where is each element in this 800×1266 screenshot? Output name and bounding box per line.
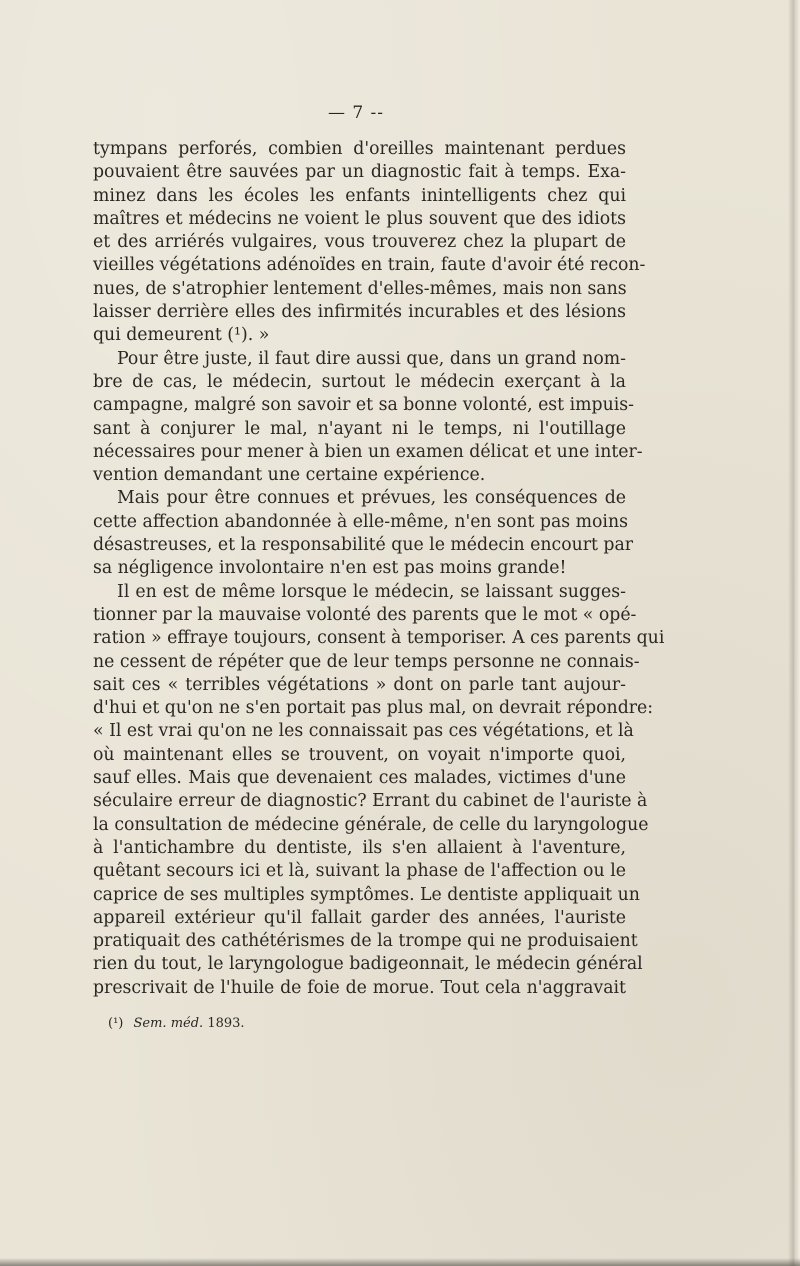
text-line: sauf elles. Mais que devenaient ces malades, victimes d'une [93,768,626,789]
text-line: maîtres et médecins ne voient le plus souvent que des idiots [93,208,626,229]
page-number: — 7 -- [327,103,385,123]
text-line: où maintenant elles se trouvent, on voyait n'importe quoi, [93,744,626,765]
text-line: rien du tout, le laryngologue badigeonnait, le médecin général [93,954,643,975]
text-line: vention demandant une certaine expérience. [93,465,486,486]
text-line: à l'antichambre du dentiste, ils s'en allaient à l'aventure, [93,837,626,858]
body-text [93,138,665,1000]
footnote [108,1016,245,1031]
text-line: ne cessent de répéter que de leur temps personne ne connais- [93,651,640,672]
text-line: qui demeurent (¹). » [93,325,270,346]
text-line: prescrivait de l'huile de foie de morue. Tout cela n'aggravait [93,977,626,998]
text-line: campagne, malgré son savoir et sa bonne volonté, est impuis- [93,395,634,416]
text-line: vieilles végétations adénoïdes en train, faute d'avoir été recon- [93,255,646,276]
page-edge-shadow [788,0,800,1266]
text-line: sait ces « terribles végétations » dont on parle tant aujour- [93,674,626,695]
footnote-marker: (¹) [108,1016,124,1031]
text-line: bre de cas, le médecin, surtout le médecin exerçant à la [93,371,626,392]
text-line: appareil extérieur qu'il fallait garder des années, l'auriste [93,907,626,928]
text-line: ration » effraye toujours, consent à temporiser. A ces parents qui [93,628,665,649]
text-line: cette affection abandonnée à elle-même, n'en sont pas moins [93,511,628,532]
text-line: et des arriérés vulgaires, vous trouverez chez la plupart de [93,232,626,253]
text-line: Il en est de même lorsque le médecin, se laissant sugges- [117,581,626,602]
footnote-source: Sem. méd. [133,1016,204,1031]
text-line: tympans perforés, combien d'oreilles maintenant perdues [93,139,626,159]
text-line: nues, de s'atrophier lentement d'elles-mêmes, mais non sans [93,278,627,299]
text-line: laisser derrière elles des infirmités incurables et des lésions [93,302,626,323]
text-line: pratiquait des cathétérismes de la trompe qui ne produisaient [93,931,638,952]
text-line: « Il est vrai qu'on ne les connaissait pas ces végétations, et là [93,721,634,742]
text-line: caprice de ses multiples symptômes. Le dentiste appliquait un [93,884,640,905]
text-line: minez dans les écoles les enfants inintelligents chez qui [93,185,626,206]
text-line: désastreuses, et la responsabilité que le médecin encourt par [93,535,634,556]
text-line: séculaire erreur de diagnostic? Errant du cabinet de l'auriste à [93,791,648,812]
text-line: nécessaires pour mener à bien un examen délicat et une inter- [93,441,643,462]
text-line: d'hui et qu'on ne s'en portait pas plus mal, on devrait répondre: [93,698,654,719]
text-line: la consultation de médecine générale, de celle du laryngologue [93,814,649,835]
text-line: sant à conjurer le mal, n'ayant ni le temps, ni l'outillage [93,418,626,439]
text-line: pouvaient être sauvées par un diagnostic fait à temps. Exa- [93,162,626,183]
footnote-year: 1893. [207,1016,245,1031]
page-bottom-shadow [0,1258,800,1266]
text-line: Pour être juste, il faut dire aussi que, dans un grand nom- [117,348,626,369]
text-line: sa négligence involontaire n'en est pas moins grande! [93,558,567,579]
text-line: tionner par la mauvaise volonté des parents que le mot « opé- [93,604,637,625]
text-line: Mais pour être connues et prévues, les conséquences de [117,488,626,509]
text-line: quêtant secours ici et là, suivant la phase de l'affection ou le [93,861,626,882]
